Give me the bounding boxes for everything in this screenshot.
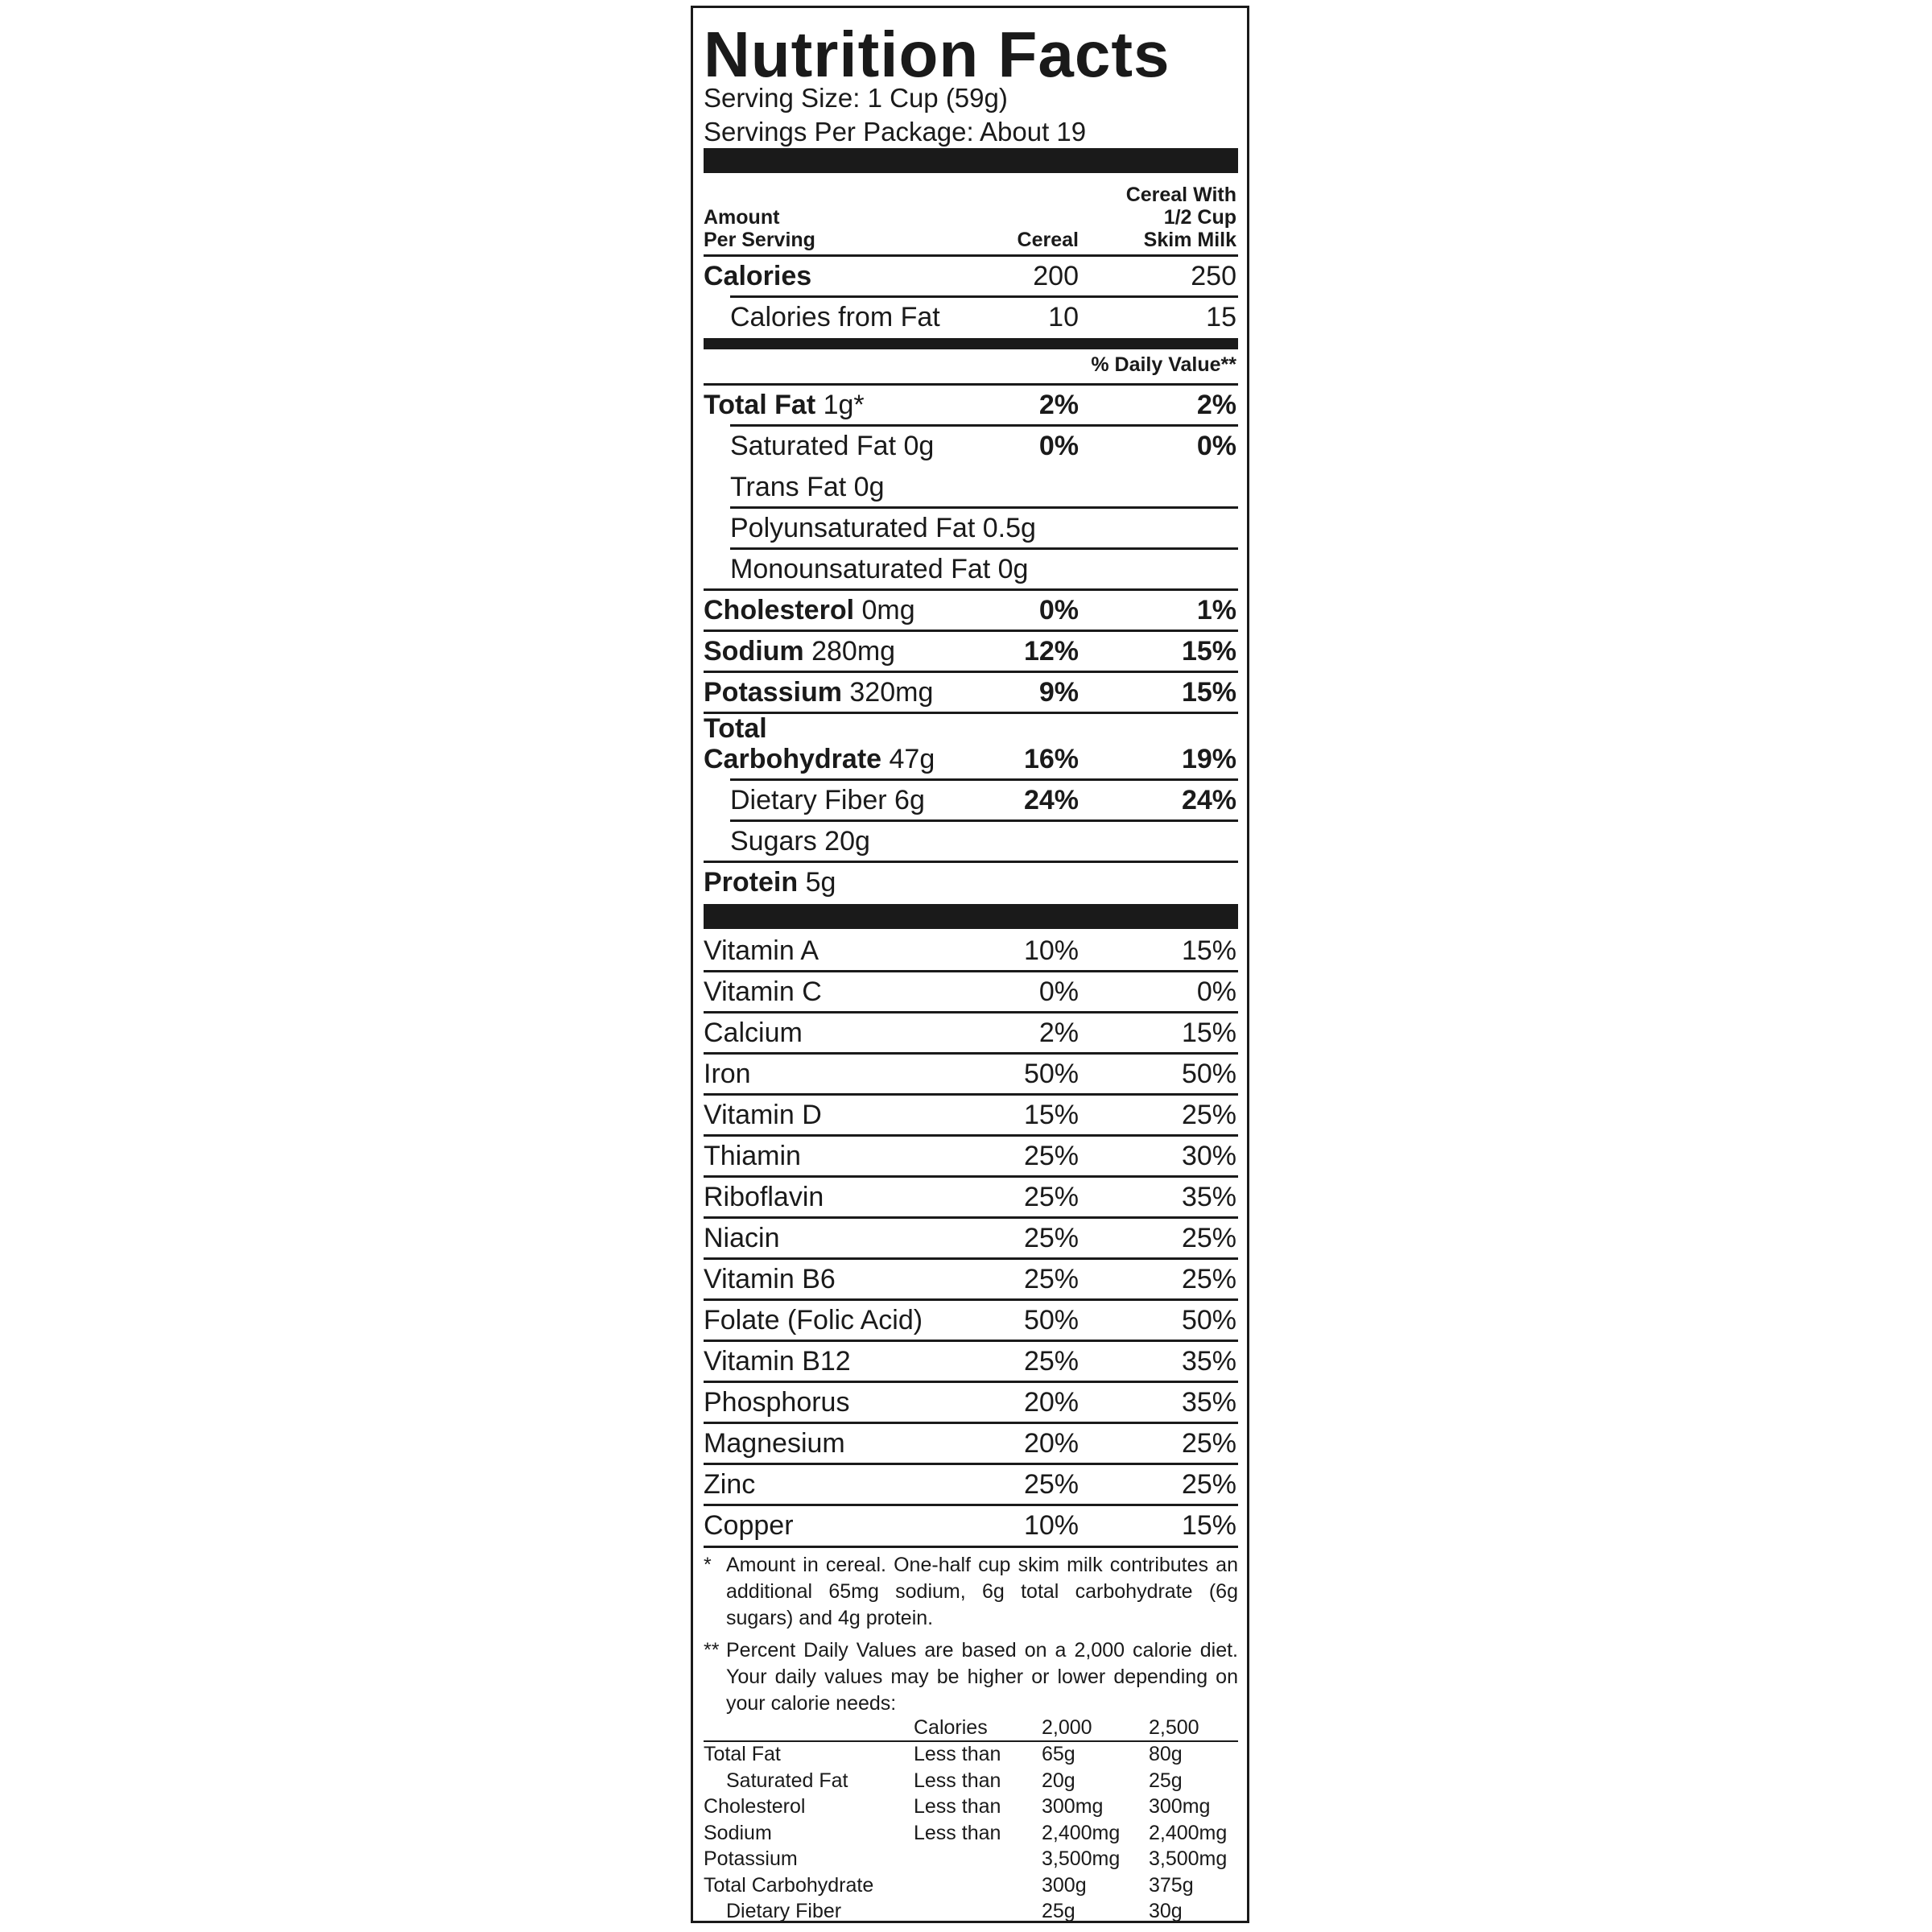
dv-table-header: Calories 2,000 2,500 [914, 1716, 1199, 1739]
footnote-double-asterisk: ** Percent Daily Values are based on a 2,000 calorie diet. Your daily values may be higher or lower depending on your calorie needs: [704, 1639, 1238, 1715]
vitamin-row: Iron 50% 50% [704, 1052, 1238, 1093]
amount-per-serving-header [704, 206, 815, 251]
nutrient-row-sugars: Sugars 20g [730, 819, 1238, 861]
vitamins-bottom-rule [704, 1546, 1238, 1548]
dv-table-row: Sodium Less than 2,400mg 2,400mg [704, 1822, 1228, 1844]
calories-from-fat-cereal: 10 [1048, 302, 1079, 332]
nutrient-row-dietary-fiber: Dietary Fiber 6g 24% 24% [730, 778, 1238, 819]
footnote-single-asterisk: * Amount in cereal. One-half cup skim milk contributes an additional 65mg sodium, 6g total carbohydrate (6g sugars) and 4g protein. [704, 1554, 1238, 1629]
calories-cereal: 200 [1033, 261, 1079, 291]
calories-row [704, 254, 1238, 295]
vitamin-row: Vitamin D 15% 25% [704, 1093, 1238, 1134]
dv-table-row: Saturated Fat Less than 20g 25g [726, 1769, 1183, 1792]
vitamin-row: Folate (Folic Acid) 50% 50% [704, 1298, 1238, 1340]
dv-table-row: Cholesterol Less than 300mg 300mg [704, 1795, 1211, 1818]
dv-table-row: Total Fat Less than 65g 80g [704, 1743, 1183, 1765]
panel-title: Nutrition Facts [704, 19, 1170, 90]
with-milk-header-line2: 1/2 Cup [1163, 206, 1236, 229]
servings-per-package: Servings Per Package: About 19 [704, 117, 1087, 147]
dv-table-row: Total Carbohydrate 300g 375g [704, 1874, 1194, 1897]
calories-from-fat-with-milk: 15 [1206, 302, 1236, 332]
vitamin-row: Thiamin 25% 30% [704, 1134, 1238, 1175]
with-milk-header-line3: Skim Milk [1143, 229, 1236, 251]
medium-divider [704, 338, 1238, 349]
calories-with-milk: 250 [1191, 261, 1236, 291]
vitamin-row: Phosphorus 20% 35% [704, 1381, 1238, 1422]
calories-from-fat-label: Calories from Fat [730, 302, 940, 332]
nutrient-row-protein: Protein 5g [704, 861, 1238, 902]
nutrient-row-cholesterol: Cholesterol 0mg 0% 1% [704, 588, 1238, 630]
per-serving-label: Per Serving [704, 229, 815, 251]
nutrient-row-total-fat: Total Fat 1g* 2% 2% [704, 383, 1238, 424]
nutrient-row-trans-fat: Trans Fat 0g [730, 472, 885, 502]
nutrient-row-saturated-fat: Saturated Fat 0g 0% 0% [730, 424, 1238, 465]
vitamin-row: Copper 10% 15% [704, 1504, 1238, 1545]
vitamin-row: Vitamin B6 25% 25% [704, 1257, 1238, 1298]
vitamin-row: Vitamin B12 25% 35% [704, 1340, 1238, 1381]
cereal-column-header: Cereal [1017, 229, 1079, 251]
calories-label: Calories [704, 261, 812, 291]
serving-size: Serving Size: 1 Cup (59g) [704, 83, 1008, 113]
amount-label: Amount [704, 206, 780, 229]
daily-value-header: % Daily Value** [1091, 353, 1236, 376]
vitamin-row: Riboflavin 25% 35% [704, 1175, 1238, 1216]
with-milk-header-line1: Cereal With [1125, 184, 1236, 206]
nutrient-row-sodium: Sodium 280mg 12% 15% [704, 630, 1238, 671]
vitamin-row: Niacin 25% 25% [704, 1216, 1238, 1257]
nutrient-row-total-carbohydrate: Total Carbohydrate 47g 16% 19% [704, 712, 1238, 778]
nutrient-row-monounsaturated-fat: Monounsaturated Fat 0g [730, 547, 1238, 588]
thick-divider [704, 148, 1238, 173]
thick-divider-vitamins [704, 904, 1238, 929]
vitamin-row: Magnesium 20% 25% [704, 1422, 1238, 1463]
nutrient-row-polyunsaturated-fat: Polyunsaturated Fat 0.5g [730, 506, 1238, 547]
calories-from-fat-row [730, 295, 1238, 336]
with-milk-column-header [1126, 184, 1236, 251]
dv-table-row: Dietary Fiber 25g 30g [726, 1900, 1183, 1922]
nutrient-row-potassium: Potassium 320mg 9% 15% [704, 671, 1238, 712]
vitamin-row: Vitamin A 10% 15% [704, 935, 1236, 966]
vitamin-row: Calcium 2% 15% [704, 1011, 1238, 1052]
vitamin-row: Zinc 25% 25% [704, 1463, 1238, 1504]
vitamin-row: Vitamin C 0% 0% [704, 970, 1238, 1011]
dv-table-row: Potassium 3,500mg 3,500mg [704, 1847, 1228, 1870]
nutrition-facts-panel [691, 6, 1249, 1923]
